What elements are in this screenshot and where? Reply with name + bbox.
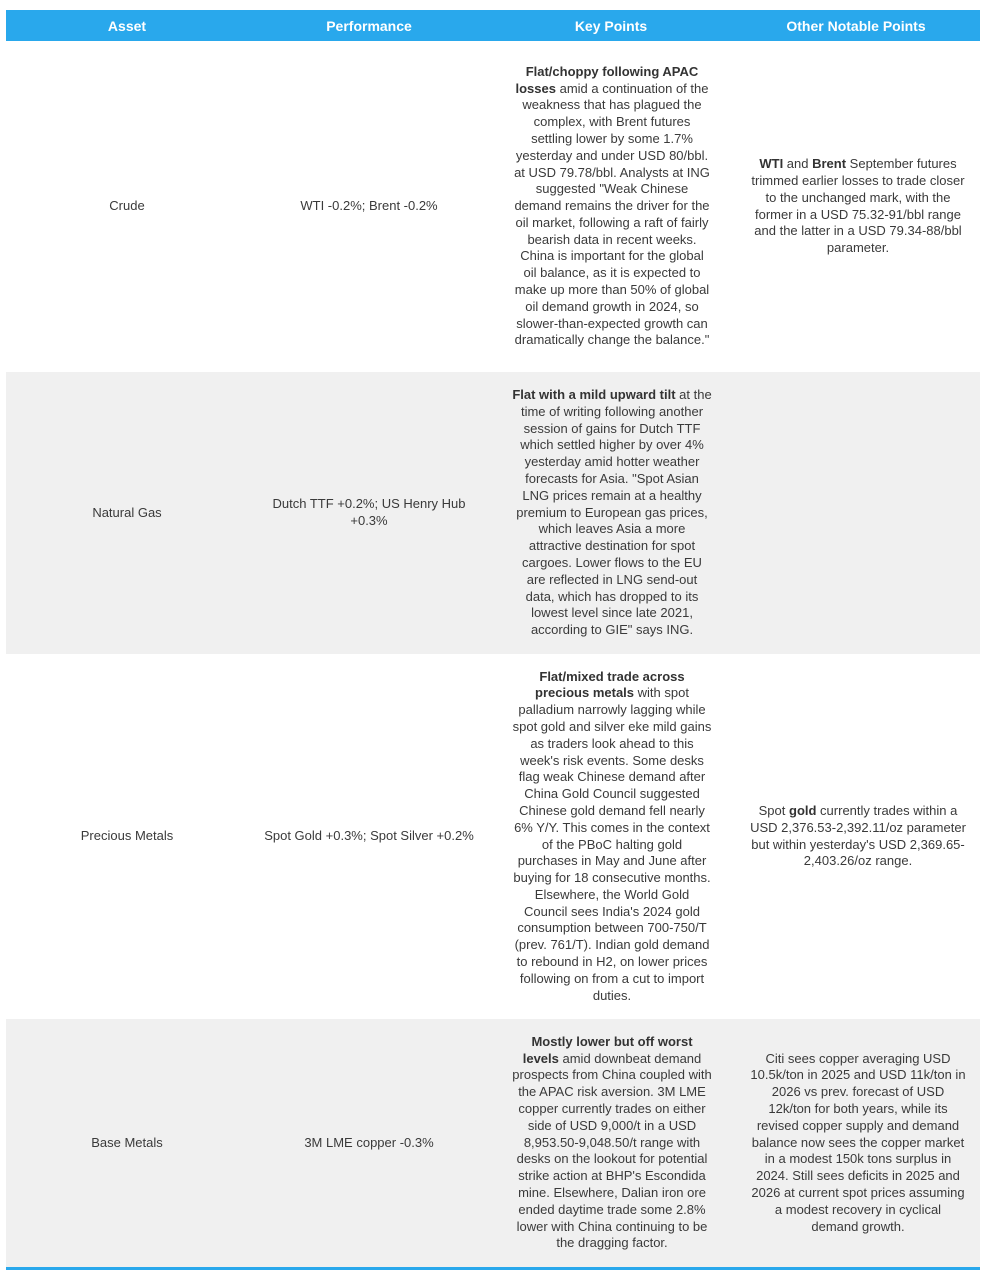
other-bold-gold: gold	[789, 802, 817, 818]
asset-cell: Base Metals	[6, 1019, 248, 1267]
other-notable-cell	[732, 41, 980, 372]
performance-cell: WTI -0.2%; Brent -0.2%	[248, 41, 490, 372]
other-text: and	[783, 156, 813, 172]
table-row-crude	[6, 41, 980, 372]
key-points-text: amid a continuation of the weakness that has plagued the complex, with Brent futures settling lower by some 1.7% yesterday and under USD 80/bbl. at USD 79.78/bbl. Analysts at ING suggested "Weak Chinese demand remains the driver for the oil market, following a raft of fairly bearish data in recent weeks. China is important for the global oil balance, as it is expected to make up more than 50% of global oil demand growth in 2024, so slower-than-expected growth can dramatically change the balance."	[514, 80, 710, 348]
key-points-headline: Mostly lower but off worst levels	[522, 1033, 693, 1066]
performance-cell: 3M LME copper -0.3%	[248, 1019, 490, 1267]
header-performance: Performance	[248, 10, 490, 41]
header-key-points: Key Points	[490, 10, 732, 41]
other-notable-cell: Citi sees copper averaging USD 10.5k/ton in 2025 and USD 11k/ton in 2026 vs prev. forecast of USD 12k/ton for both years, while its revised copper supply and demand balance now sees the copper market in a modest 150k tons surplus in 2024. Still sees deficits in 2025 and 2026 at current spot prices assuming a modest recovery in cyclical demand growth.	[732, 1019, 980, 1267]
key-points-headline: Flat/mixed trade across precious metals	[535, 668, 685, 701]
key-points-cell	[490, 1019, 732, 1267]
key-points-headline: Flat with a mild upward tilt	[512, 387, 676, 403]
other-bold-brent: Brent	[812, 156, 847, 172]
key-points-cell	[490, 41, 732, 372]
table-row-base-metals	[6, 1019, 980, 1267]
asset-cell: Natural Gas	[6, 372, 248, 654]
key-points-cell	[490, 654, 732, 1019]
table-header-row	[6, 10, 980, 41]
other-bold-wti: WTI	[759, 156, 784, 172]
key-points-text: amid downbeat demand prospects from China coupled with the APAC risk aversion. 3M LME copper currently trades on either side of USD 9,000/t in a USD 8,953.50-9,048.50/t range with desks on the lookout for potential strike action at BHP's Escondida mine. Elsewhere, Dalian iron ore ended daytime trade some 2.8% lower with China continuing to be the dragging factor.	[512, 1050, 712, 1251]
other-text: Spot	[758, 802, 789, 818]
table-row-natural-gas	[6, 372, 980, 654]
other-notable-cell	[732, 654, 980, 1019]
other-text: September futures trimmed earlier losses to trade closer to the unchanged mark, with the former in a USD 75.32-91/bbl range and the latter in a USD 79.34-88/bbl parameter.	[751, 156, 965, 256]
key-points-headline: Flat/choppy following APAC losses	[515, 63, 699, 96]
asset-cell: Crude	[6, 41, 248, 372]
asset-cell: Precious Metals	[6, 654, 248, 1019]
commodities-table-container	[6, 0, 980, 1270]
header-other-notable-points: Other Notable Points	[732, 10, 980, 41]
table-row-precious-metals	[6, 654, 980, 1019]
other-text: currently trades within a USD 2,376.53-2,392.11/oz parameter but within yesterday's USD 2,369.65-2,403.26/oz range.	[750, 802, 966, 869]
key-points-text: at the time of writing following another session of gains for Dutch TTF which settled higher by over 4% yesterday amid hotter weather forecasts for Asia. "Spot Asian LNG prices remain at a healthy premium to European gas prices, which leaves Asia a more attractive destination for spot cargoes. Lower flows to the EU are reflected in LNG send-out data, which has dropped to its lowest level since late 2021, according to GIE" says ING.	[516, 387, 712, 638]
performance-cell: Spot Gold +0.3%; Spot Silver +0.2%	[248, 654, 490, 1019]
performance-cell: Dutch TTF +0.2%; US Henry Hub +0.3%	[248, 372, 490, 654]
key-points-text: with spot palladium narrowly lagging while spot gold and silver eke mild gains as traders look ahead to this week's risk events. Some desks flag weak Chinese demand after China Gold Council suggested Chinese gold demand fell nearly 6% Y/Y. This comes in the context of the PBoC halting gold purchases in May and June after buying for 18 consecutive months. Elsewhere, the World Gold Council sees India's 2024 gold consumption between 700-750/T (prev. 761/T). Indian gold demand to rebound in H2, on lower prices following on from a cut to import duties.	[512, 685, 712, 1003]
key-points-cell	[490, 372, 732, 654]
commodities-table	[6, 10, 980, 1267]
header-asset: Asset	[6, 10, 248, 41]
other-notable-cell	[732, 372, 980, 654]
